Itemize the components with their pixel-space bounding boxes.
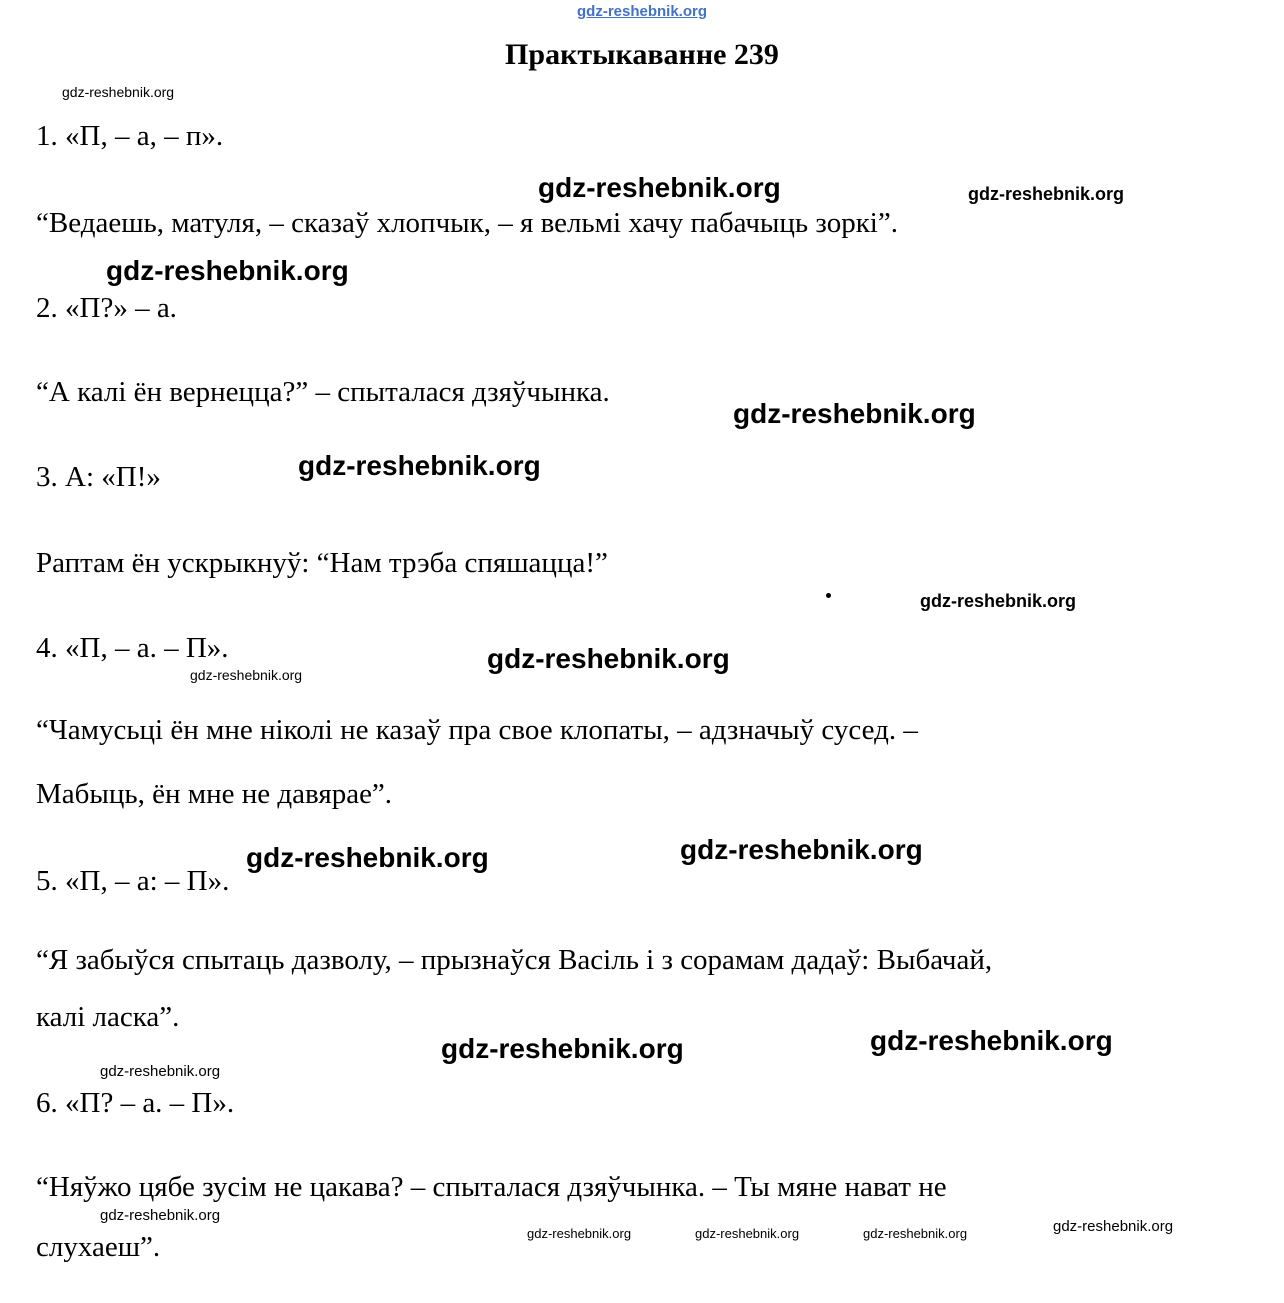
scheme-3: 3. А: «П!»	[36, 461, 161, 493]
scheme-6: 6. «П? – а. – П».	[36, 1087, 235, 1119]
top-watermark-link[interactable]: gdz-reshebnik.org	[576, 3, 708, 20]
watermark-medium-2: gdz-reshebnik.org	[920, 591, 1077, 611]
stray-dot-mark	[826, 593, 831, 598]
sentence-5-line-2: калі ласка”.	[36, 1001, 180, 1033]
scheme-5: 5. «П, – а: – П».	[36, 865, 230, 897]
watermark-large-8: gdz-reshebnik.org	[441, 1033, 684, 1064]
watermark-bottom-2: gdz-reshebnik.org	[695, 1226, 800, 1241]
scheme-1: 1. «П, – а, – п».	[36, 120, 224, 152]
watermark-large-1: gdz-reshebnik.org	[538, 172, 781, 203]
sentence-1: “Ведаешь, матуля, – сказаў хлопчык, – я вельмі хачу пабачыць зоркі”.	[36, 207, 898, 239]
watermark-large-6: gdz-reshebnik.org	[246, 842, 489, 873]
watermark-small-4: gdz-reshebnik.org	[100, 1207, 221, 1224]
scheme-2: 2. «П?» – а.	[36, 292, 177, 324]
sentence-6-line-1: “Няўжо цябе зусім не цакава? – спыталася дзяўчынка. – Ты мяне нават не	[36, 1171, 947, 1203]
watermark-bottom-3: gdz-reshebnik.org	[863, 1226, 968, 1241]
sentence-2: “А калі ён вернецца?” – спыталася дзяўчынка.	[36, 376, 610, 408]
watermark-small-3: gdz-reshebnik.org	[100, 1063, 221, 1080]
watermark-large-5: gdz-reshebnik.org	[487, 643, 730, 674]
page-title: Практыкаванне 239	[505, 38, 779, 71]
watermark-large-2: gdz-reshebnik.org	[106, 255, 349, 286]
sentence-4-line-1: “Чамусьці ён мне ніколі не казаў пра свое клопаты, – адзначыў сусед. –	[36, 714, 918, 746]
watermark-bottom-right: gdz-reshebnik.org	[1053, 1218, 1174, 1235]
watermark-medium-1: gdz-reshebnik.org	[968, 184, 1125, 204]
sentence-5-line-1: “Я забыўся спытаць дазволу, – прызнаўся Васіль і з сорамам дадаў: Выбачай,	[36, 944, 993, 976]
watermark-large-7: gdz-reshebnik.org	[680, 834, 923, 865]
watermark-small-2: gdz-reshebnik.org	[190, 667, 303, 683]
watermark-large-3: gdz-reshebnik.org	[733, 398, 976, 429]
sentence-4-line-2: Мабыць, ён мне не давярае”.	[36, 778, 393, 810]
watermark-large-4: gdz-reshebnik.org	[298, 450, 541, 481]
watermark-top-left: gdz-reshebnik.org	[62, 84, 175, 100]
watermark-large-9: gdz-reshebnik.org	[870, 1025, 1113, 1056]
sentence-3: Раптам ён ускрыкнуў: “Нам трэба спяшацца!”	[36, 547, 608, 579]
watermark-bottom-1: gdz-reshebnik.org	[527, 1226, 632, 1241]
scheme-4: 4. «П, – а. – П».	[36, 632, 229, 664]
sentence-6-line-2: слухаеш”.	[36, 1231, 161, 1263]
